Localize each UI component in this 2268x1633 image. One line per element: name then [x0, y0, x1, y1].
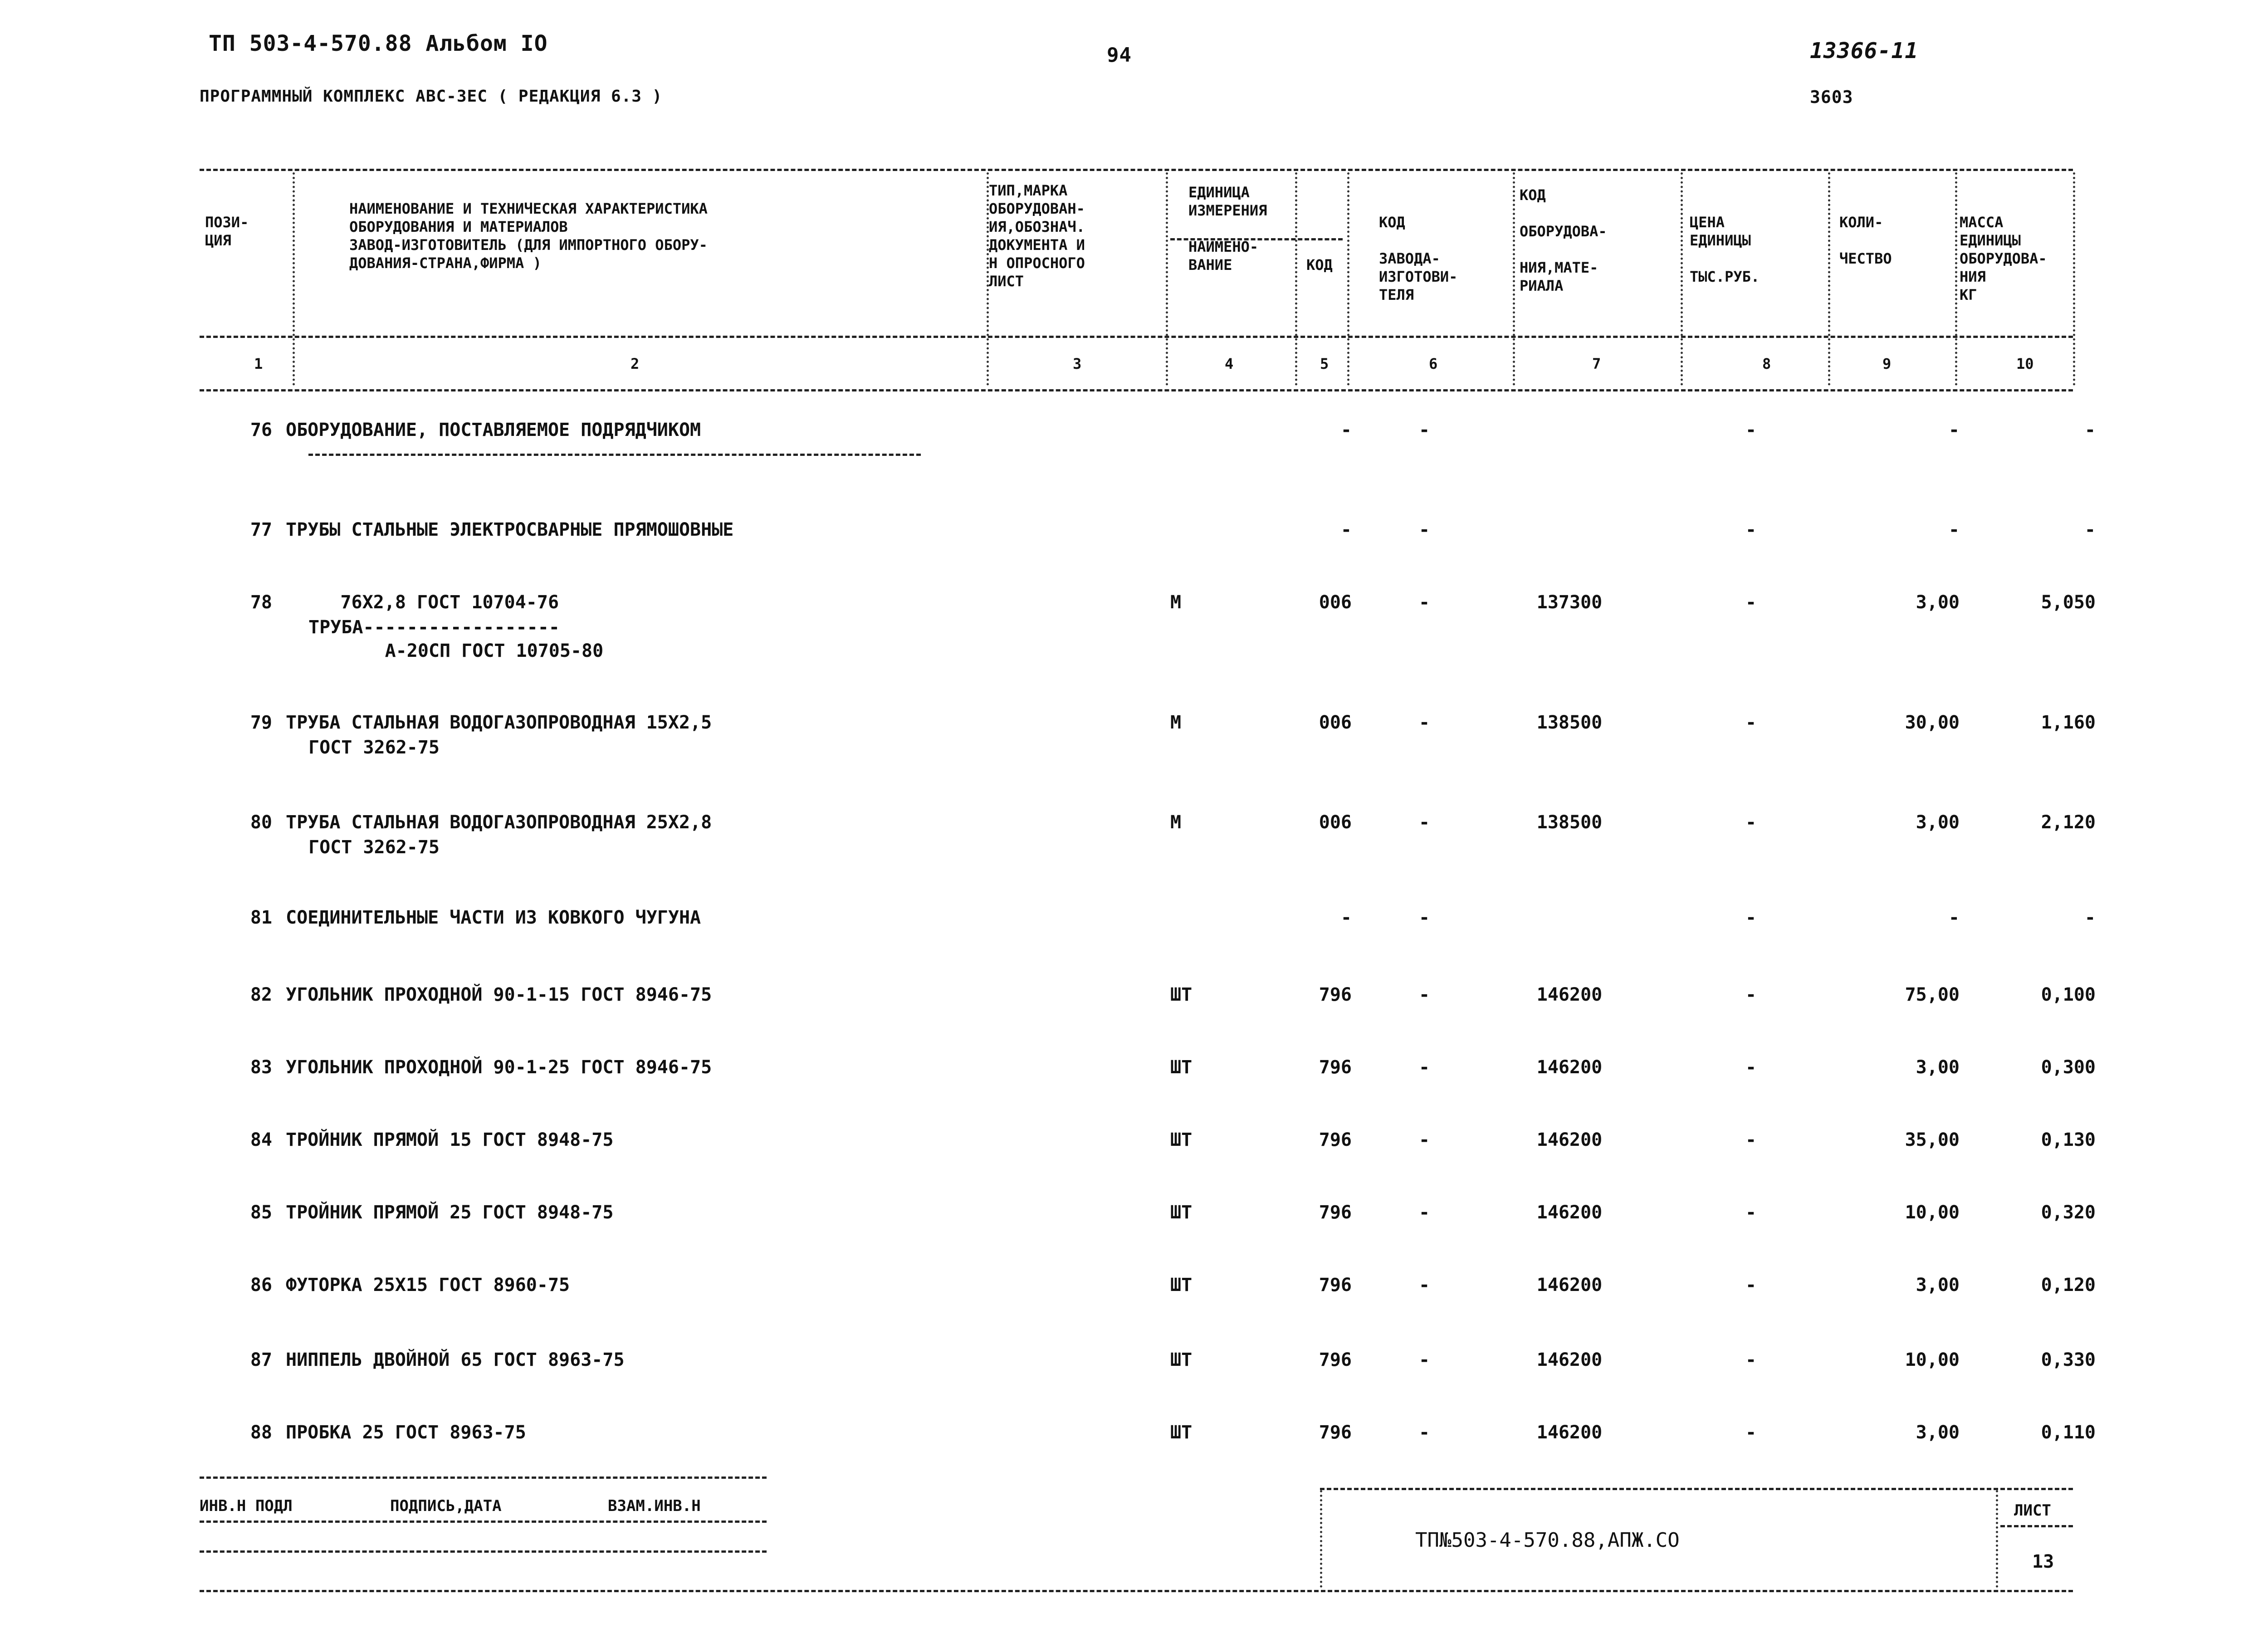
cell-qty: 3,00	[1916, 592, 1960, 613]
column-header-quantity: КОЛИ- ЧЕСТВО	[1839, 214, 1892, 267]
title-block-bottom	[200, 1590, 2073, 1592]
cell-price: -	[1745, 420, 1757, 440]
cell-plant: -	[1418, 712, 1430, 733]
cell-plant: -	[1418, 1422, 1430, 1443]
column-header-plant-code: КОД ЗАВОДА- ИЗГОТОВИ- ТЕЛЯ	[1379, 214, 1458, 303]
cell-pos: 82	[250, 984, 272, 1005]
cell-pos: 77	[250, 519, 272, 540]
cell-price: -	[1745, 1057, 1757, 1078]
cell-mass: -	[2084, 420, 2096, 440]
cell-name-continuation: ГОСТ 3262-75	[308, 837, 440, 858]
cell-plant: -	[1418, 812, 1430, 833]
column-number-rule	[200, 389, 2073, 391]
table-top-rule	[200, 169, 2073, 171]
cell-qty: 10,00	[1905, 1202, 1960, 1223]
stamp-rule	[200, 1477, 767, 1479]
cell-plant: -	[1418, 420, 1430, 440]
column-number: 5	[1320, 355, 1329, 372]
cell-qty: -	[1948, 420, 1960, 440]
column-number: 4	[1225, 355, 1234, 372]
cell-price: -	[1745, 519, 1757, 540]
cell-unit-code: 006	[1319, 812, 1352, 833]
cell-code: 146200	[1536, 1057, 1603, 1078]
cell-code: 138500	[1536, 712, 1603, 733]
cell-plant: -	[1418, 1202, 1430, 1223]
cell-code: 138500	[1536, 812, 1603, 833]
cell-unit: ШТ	[1170, 1057, 1193, 1078]
section-underline	[308, 454, 921, 456]
cell-pos: 87	[250, 1349, 272, 1370]
cell-plant: -	[1418, 984, 1430, 1005]
cell-unit-code: 006	[1319, 592, 1352, 613]
col-sep	[1166, 172, 1168, 386]
col-sep	[1828, 172, 1830, 386]
column-header-unit-code: КОД	[1306, 256, 1333, 274]
cell-price: -	[1745, 1422, 1757, 1443]
document-reference: ТП№503-4-570.88,АПЖ.СО	[1415, 1529, 1680, 1552]
cell-code: 146200	[1536, 984, 1603, 1005]
cell-unit-code: 796	[1319, 1202, 1352, 1223]
col-sep	[1347, 172, 1349, 386]
cell-pos: 88	[250, 1422, 272, 1443]
cell-plant: -	[1418, 1349, 1430, 1370]
column-number: 7	[1592, 355, 1601, 372]
cell-pos: 80	[250, 812, 272, 833]
cell-pos: 84	[250, 1129, 272, 1150]
column-header-material-code: КОД ОБОРУДОВА- НИЯ,МАТЕ- РИАЛА	[1520, 186, 1607, 294]
column-number: 1	[254, 355, 263, 372]
cell-pos: 79	[250, 712, 272, 733]
inventory-number: 13366-11	[1810, 38, 1919, 64]
cell-unit: М	[1170, 712, 1182, 733]
cell-code: 146200	[1536, 1202, 1603, 1223]
cell-name-continuation: ТРУБА------------------ А-20СП ГОСТ 10705-80	[308, 617, 604, 661]
cell-code: 146200	[1536, 1129, 1603, 1150]
cell-plant: -	[1418, 519, 1430, 540]
cell-name: ТРОЙНИК ПРЯМОЙ 25 ГОСТ 8948-75	[286, 1202, 614, 1223]
stamp-rule	[200, 1521, 767, 1523]
cell-code: 146200	[1536, 1422, 1603, 1443]
cell-pos: 81	[250, 907, 272, 928]
cell-pos: 83	[250, 1057, 272, 1078]
cell-price: -	[1745, 984, 1757, 1005]
cell-name-continuation: ГОСТ 3262-75	[308, 737, 440, 758]
column-number: 9	[1882, 355, 1892, 372]
cell-name: УГОЛЬНИК ПРОХОДНОЙ 90-1-15 ГОСТ 8946-75	[286, 984, 712, 1005]
sheet-number: 13	[2032, 1551, 2054, 1572]
cell-mass: 0,330	[2041, 1349, 2096, 1370]
cell-name: СОЕДИНИТЕЛЬНЫЕ ЧАСТИ ИЗ КОВКОГО ЧУГУНА	[286, 907, 701, 928]
cell-price: -	[1745, 1129, 1757, 1150]
cell-mass: 0,130	[2041, 1129, 2096, 1150]
cell-name: ПРОБКА 25 ГОСТ 8963-75	[286, 1422, 526, 1443]
cell-unit: ШТ	[1170, 1275, 1193, 1296]
cell-pos: 85	[250, 1202, 272, 1223]
column-header-type: ТИП,МАРКА ОБОРУДОВАН- ИЯ,ОБОЗНАЧ. ДОКУМЕНТА И Н ОПРОСНОГО ЛИСТ	[989, 182, 1085, 290]
cell-unit-code: 796	[1319, 1422, 1352, 1443]
cell-qty: 3,00	[1916, 1275, 1960, 1296]
cell-pos: 86	[250, 1275, 272, 1296]
cell-unit: ШТ	[1170, 1422, 1193, 1443]
cell-unit: ШТ	[1170, 1129, 1193, 1150]
cell-qty: 75,00	[1905, 984, 1960, 1005]
cell-qty: 30,00	[1905, 712, 1960, 733]
col-sep	[1681, 172, 1683, 386]
column-header-mass: МАССА ЕДИНИЦЫ ОБОРУДОВА- НИЯ КГ	[1960, 214, 2047, 303]
cell-plant: -	[1418, 907, 1430, 928]
column-header-position: ПОЗИ- ЦИЯ	[205, 214, 249, 249]
cell-price: -	[1745, 1202, 1757, 1223]
cell-unit-code: 796	[1319, 1057, 1352, 1078]
col-sep	[1955, 172, 1957, 386]
cell-plant: -	[1418, 592, 1430, 613]
cell-pos: 78	[250, 592, 272, 613]
cell-name: ТРУБЫ СТАЛЬНЫЕ ЭЛЕКТРОСВАРНЫЕ ПРЯМОШОВНЫЕ	[286, 519, 734, 540]
col-sep	[2073, 172, 2075, 386]
stamp-rule	[200, 1550, 767, 1553]
cell-price: -	[1745, 1275, 1757, 1296]
title-block-left	[1320, 1490, 1322, 1588]
column-header-price: ЦЕНА ЕДИНИЦЫ ТЫС.РУБ.	[1690, 214, 1760, 285]
cell-price: -	[1745, 712, 1757, 733]
cell-pos: 76	[250, 420, 272, 440]
column-number: 3	[1073, 355, 1082, 372]
cell-price: -	[1745, 812, 1757, 833]
column-header-unit: ЕДИНИЦА ИЗМЕРЕНИЯ НАИМЕНО- ВАНИЕ	[1188, 184, 1267, 274]
column-number: 8	[1762, 355, 1771, 372]
cell-mass: 0,300	[2041, 1057, 2096, 1078]
cell-mass: 0,320	[2041, 1202, 2096, 1223]
cell-name: ТРУБА СТАЛЬНАЯ ВОДОГАЗОПРОВОДНАЯ 25Х2,8	[286, 812, 712, 833]
cell-unit: ШТ	[1170, 1202, 1193, 1223]
cell-code: 146200	[1536, 1349, 1603, 1370]
stamp-replace-label: ВЗАМ.ИНВ.Н	[608, 1497, 701, 1515]
cell-qty: 3,00	[1916, 1057, 1960, 1078]
cell-qty: 3,00	[1916, 812, 1960, 833]
program-title: ПРОГРАММНЫЙ КОМПЛЕКС АВС-ЗЕС ( РЕДАКЦИЯ 6.3 )	[200, 87, 663, 106]
cell-mass: -	[2084, 519, 2096, 540]
cell-qty: 35,00	[1905, 1129, 1960, 1150]
cell-mass: -	[2084, 907, 2096, 928]
cell-unit: М	[1170, 812, 1182, 833]
cell-name: ТРОЙНИК ПРЯМОЙ 15 ГОСТ 8948-75	[286, 1129, 614, 1150]
cell-unit-code: 796	[1319, 1349, 1352, 1370]
column-header-name: НАИМЕНОВАНИЕ И ТЕХНИЧЕСКАЯ ХАРАКТЕРИСТИКА ОБОРУДОВАНИЯ И МАТЕРИАЛОВ ЗАВОД-ИЗГОТОВИТЕЛЬ (ДЛЯ ИМПОРТНОГО ОБОРУ- ДОВАНИЯ-СТРАНА,ФИРМА )	[349, 200, 708, 272]
col-sep	[1295, 172, 1297, 386]
cell-name: НИППЕЛЬ ДВОЙНОЙ 65 ГОСТ 8963-75	[286, 1349, 625, 1370]
cell-name: 76Х2,8 ГОСТ 10704-76	[286, 592, 559, 613]
cell-plant: -	[1418, 1275, 1430, 1296]
cell-unit-code: -	[1340, 420, 1352, 440]
stamp-sign-label: ПОДПИСЬ,ДАТА	[390, 1497, 502, 1515]
stamp-inv-label: ИНВ.Н ПОДЛ	[200, 1497, 293, 1515]
cell-plant: -	[1418, 1057, 1430, 1078]
cell-mass: 0,110	[2041, 1422, 2096, 1443]
cell-name: ФУТОРКА 25Х15 ГОСТ 8960-75	[286, 1275, 570, 1296]
cell-qty: -	[1948, 907, 1960, 928]
cell-mass: 1,160	[2041, 712, 2096, 733]
cell-unit-code: 796	[1319, 1129, 1352, 1150]
sheet-label: ЛИСТ	[2014, 1501, 2051, 1520]
cell-plant: -	[1418, 1129, 1430, 1150]
cell-price: -	[1745, 592, 1757, 613]
cell-mass: 2,120	[2041, 812, 2096, 833]
cell-unit-code: 006	[1319, 712, 1352, 733]
column-number: 2	[631, 355, 640, 372]
cell-code: 146200	[1536, 1275, 1603, 1296]
column-number: 6	[1429, 355, 1438, 372]
cell-unit: М	[1170, 592, 1182, 613]
column-number: 10	[2016, 355, 2034, 372]
cell-qty: 10,00	[1905, 1349, 1960, 1370]
cell-code: 137300	[1536, 592, 1603, 613]
cell-unit-code: 796	[1319, 984, 1352, 1005]
program-code: 3603	[1810, 87, 1853, 107]
cell-unit-code: -	[1340, 907, 1352, 928]
header-divider	[200, 336, 2073, 338]
cell-price: -	[1745, 1349, 1757, 1370]
cell-mass: 0,100	[2041, 984, 2096, 1005]
page-number: 94	[1107, 44, 1132, 67]
cell-mass: 0,120	[2041, 1275, 2096, 1296]
cell-qty: -	[1948, 519, 1960, 540]
cell-name: ОБОРУДОВАНИЕ, ПОСТАВЛЯЕМОЕ ПОДРЯДЧИКОМ	[286, 420, 701, 440]
sheet-rule	[2000, 1525, 2073, 1527]
cell-name: ТРУБА СТАЛЬНАЯ ВОДОГАЗОПРОВОДНАЯ 15Х2,5	[286, 712, 712, 733]
cell-mass: 5,050	[2041, 592, 2096, 613]
cell-unit: ШТ	[1170, 984, 1193, 1005]
title-block-top	[1320, 1488, 2073, 1490]
document-code: ТП 503-4-570.88 Альбом IO	[209, 31, 548, 56]
col-sep	[293, 172, 295, 386]
cell-price: -	[1745, 907, 1757, 928]
cell-qty: 3,00	[1916, 1422, 1960, 1443]
cell-unit: ШТ	[1170, 1349, 1193, 1370]
col-sep	[1513, 172, 1515, 386]
cell-name: УГОЛЬНИК ПРОХОДНОЙ 90-1-25 ГОСТ 8946-75	[286, 1057, 712, 1078]
cell-unit-code: 796	[1319, 1275, 1352, 1296]
cell-unit-code: -	[1340, 519, 1352, 540]
title-block-sheet-sep	[1996, 1490, 1998, 1588]
